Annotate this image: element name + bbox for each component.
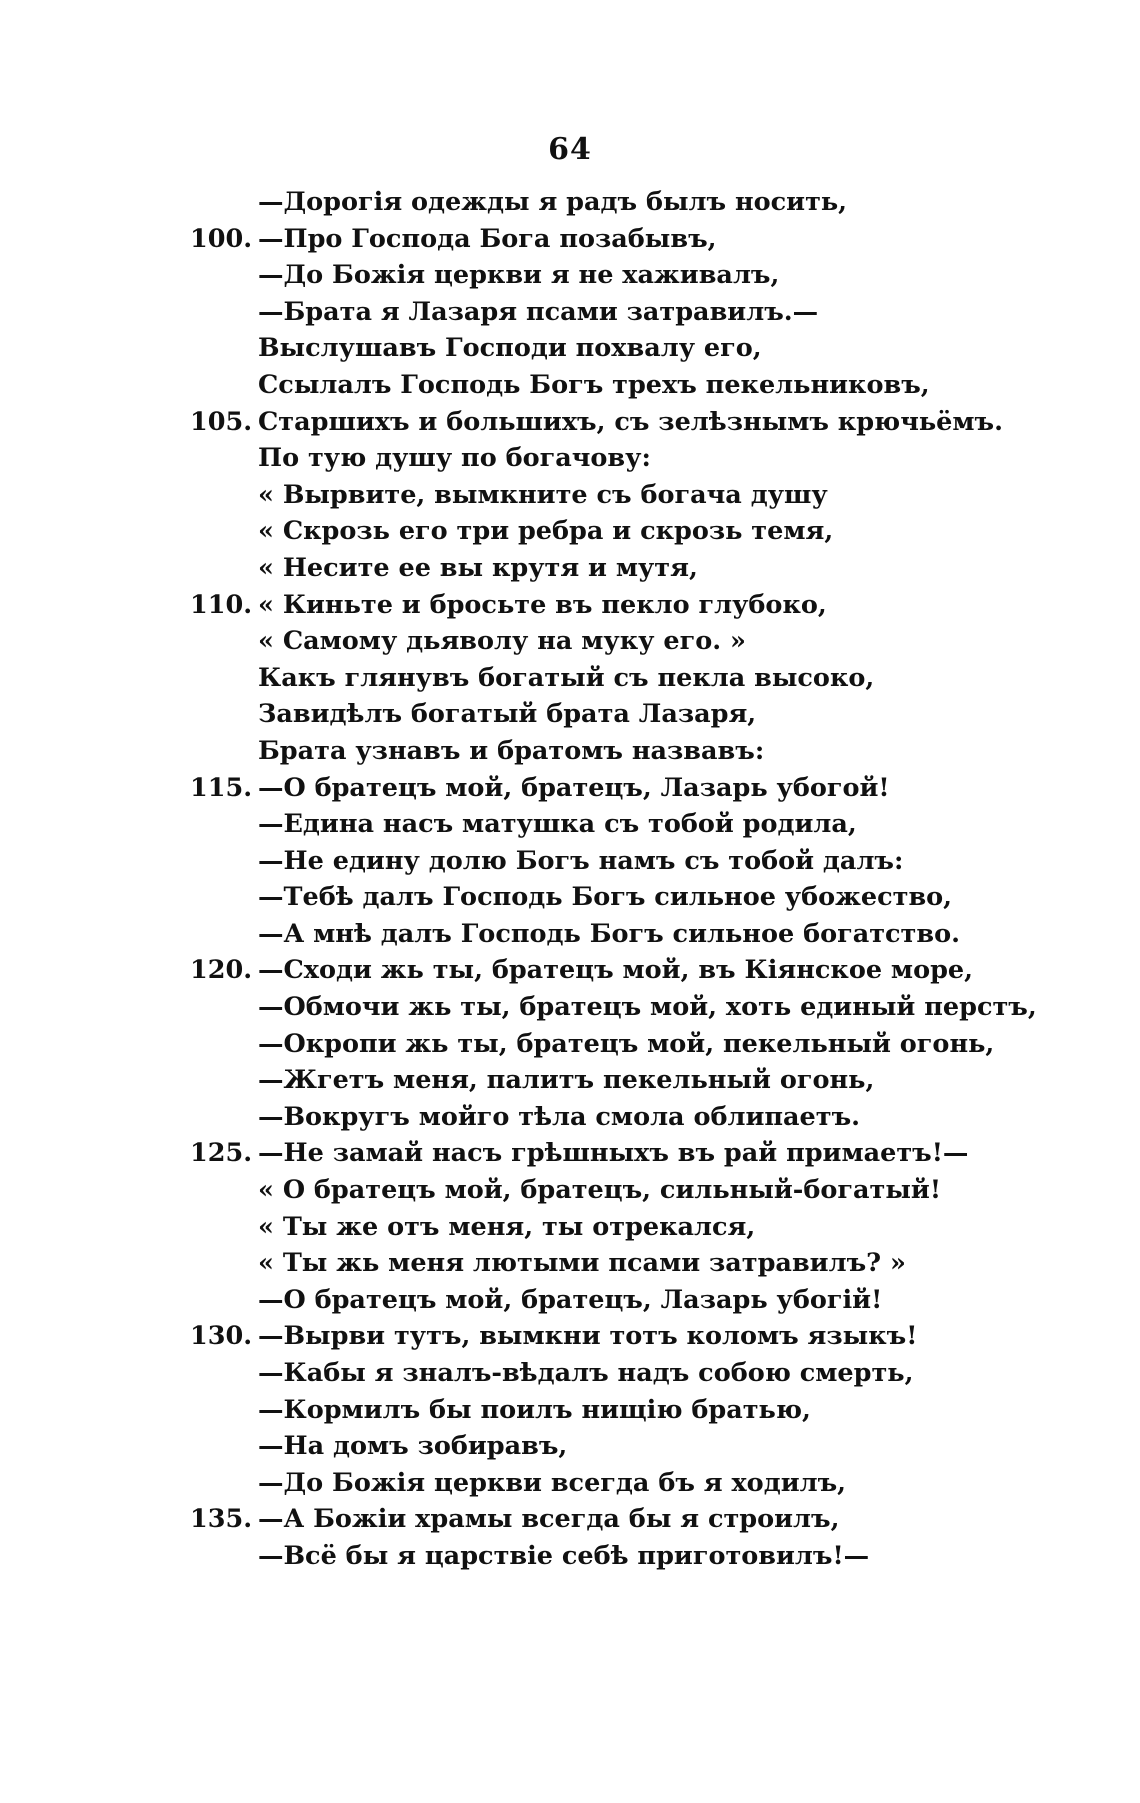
- verse-line: [0, 1245, 1140, 1282]
- verse-text: Выслушавъ Господи похвалу его,: [258, 333, 762, 364]
- verse-line: [0, 221, 1140, 258]
- verse-text: —Обмочи жь ты, братецъ мой, хоть единый перстъ,: [258, 992, 1037, 1023]
- verse-line: [0, 1282, 1140, 1319]
- verse-line: [0, 623, 1140, 660]
- verse-line: [0, 184, 1140, 221]
- verse-text: —Жгетъ меня, палитъ пекельный огонь,: [258, 1065, 875, 1096]
- verse-text: —Окропи жь ты, братецъ мой, пекельный огонь,: [258, 1028, 995, 1059]
- verse-line: [0, 1172, 1140, 1209]
- verse-text: —До Божія церкви всегда бъ я ходилъ,: [258, 1467, 847, 1498]
- verse-text: Брата узнавъ и братомъ назвавъ:: [258, 735, 765, 766]
- verse-line: [0, 1428, 1140, 1465]
- verse-text: « О братецъ мой, братецъ, сильный-богатый!: [258, 1175, 942, 1206]
- verse-line: [0, 843, 1140, 880]
- verse-line: [0, 513, 1140, 550]
- verse-text: —О братецъ мой, братецъ, Лазарь убогій!: [258, 1284, 883, 1315]
- verse-line: [0, 879, 1140, 916]
- verse-text: —Сходи жь ты, братецъ мой, въ Кіянское море,: [258, 955, 974, 986]
- verse-text: —На домъ зобиравъ,: [258, 1431, 568, 1462]
- verse-line: [0, 1538, 1140, 1575]
- verse-line: [0, 404, 1140, 441]
- verse-text: Старшихъ и большихъ, съ зелѣзнымъ крючьёмъ.: [258, 406, 1003, 437]
- verse-line: [0, 477, 1140, 514]
- verse-block: [0, 184, 1140, 1575]
- verse-text: Ссылалъ Господь Богъ трехъ пекельниковъ,: [258, 369, 930, 400]
- verse-line: [0, 733, 1140, 770]
- verse-text: —Про Господа Бога позабывъ,: [258, 223, 717, 254]
- page-number: 64: [548, 132, 592, 167]
- verse-line: [0, 806, 1140, 843]
- verse-line: [0, 1465, 1140, 1502]
- verse-text: « Ты жь меня лютыми псами затравилъ? »: [258, 1248, 906, 1279]
- verse-line: [0, 330, 1140, 367]
- verse-text: —Кабы я зналъ-вѣдалъ надъ собою смерть,: [258, 1358, 914, 1388]
- verse-text: —Дорогія одежды я радъ былъ носить,: [258, 187, 848, 217]
- verse-line: [0, 696, 1140, 733]
- verse-text: « Самому дьяволу на муку его. »: [258, 626, 746, 657]
- line-number: 125.: [190, 1138, 253, 1169]
- verse-line: [0, 587, 1140, 624]
- line-number: 135.: [190, 1504, 253, 1535]
- verse-text: —А мнѣ далъ Господь Богъ сильное богатство.: [258, 918, 960, 949]
- line-number: 130.: [190, 1321, 253, 1352]
- verse-line: [0, 367, 1140, 404]
- verse-text: —О братецъ мой, братецъ, Лазарь убогой!: [258, 772, 890, 803]
- verse-line: [0, 550, 1140, 587]
- line-number: 105.: [190, 406, 253, 437]
- verse-line: [0, 1355, 1140, 1392]
- verse-line: [0, 1318, 1140, 1355]
- verse-line: [0, 1135, 1140, 1172]
- verse-line: [0, 952, 1140, 989]
- verse-text: —Не едину долю Богъ намъ съ тобой далъ:: [258, 845, 904, 876]
- verse-text: « Ты же отъ меня, ты отрекался,: [258, 1211, 756, 1242]
- verse-text: —Вырви тутъ, вымкни тотъ коломъ языкъ!: [258, 1321, 918, 1352]
- verse-text: —До Божія церкви я не хаживалъ,: [258, 260, 780, 291]
- verse-text: —Тебѣ далъ Господь Богъ сильное убожество,: [258, 882, 953, 913]
- line-number: 100.: [190, 223, 253, 254]
- verse-line: [0, 440, 1140, 477]
- verse-text: —Кормилъ бы поилъ нищію братью,: [258, 1394, 811, 1425]
- verse-text: —Брата я Лазаря псами затравилъ.—: [258, 296, 819, 327]
- verse-text: « Скрозь его три ребра и скрозь темя,: [258, 516, 834, 547]
- verse-text: —Вокругъ мойго тѣла смола облипаетъ.: [258, 1101, 861, 1132]
- verse-text: —Не замай насъ грѣшныхъ въ рай примаетъ!—: [258, 1138, 969, 1169]
- verse-text: « Несите ее вы крутя и мутя,: [258, 552, 698, 583]
- verse-text: —А Божіи храмы всегда бы я строилъ,: [258, 1504, 840, 1535]
- verse-line: [0, 770, 1140, 807]
- verse-line: [0, 1026, 1140, 1063]
- verse-text: —Едина насъ матушка съ тобой родила,: [258, 809, 857, 840]
- verse-line: [0, 1209, 1140, 1246]
- verse-line: [0, 1062, 1140, 1099]
- verse-text: —Всё бы я царствіе себѣ приготовилъ!—: [258, 1540, 870, 1571]
- verse-line: [0, 1099, 1140, 1136]
- verse-line: [0, 294, 1140, 331]
- verse-line: [0, 916, 1140, 953]
- verse-text: Завидѣлъ богатый брата Лазаря,: [258, 699, 757, 730]
- verse-line: [0, 1392, 1140, 1429]
- line-number: 120.: [190, 955, 253, 986]
- verse-text: « Киньте и бросьте въ пекло глубоко,: [258, 589, 827, 620]
- verse-line: [0, 257, 1140, 294]
- verse-line: [0, 660, 1140, 697]
- verse-text: Какъ глянувъ богатый съ пекла высоко,: [258, 662, 875, 693]
- verse-text: « Вырвите, вымкните съ богача душу: [258, 479, 828, 510]
- line-number: 115.: [190, 772, 253, 803]
- line-number: 110.: [190, 589, 253, 620]
- verse-text: По тую душу по богачову:: [258, 443, 651, 474]
- verse-line: [0, 989, 1140, 1026]
- verse-line: [0, 1501, 1140, 1538]
